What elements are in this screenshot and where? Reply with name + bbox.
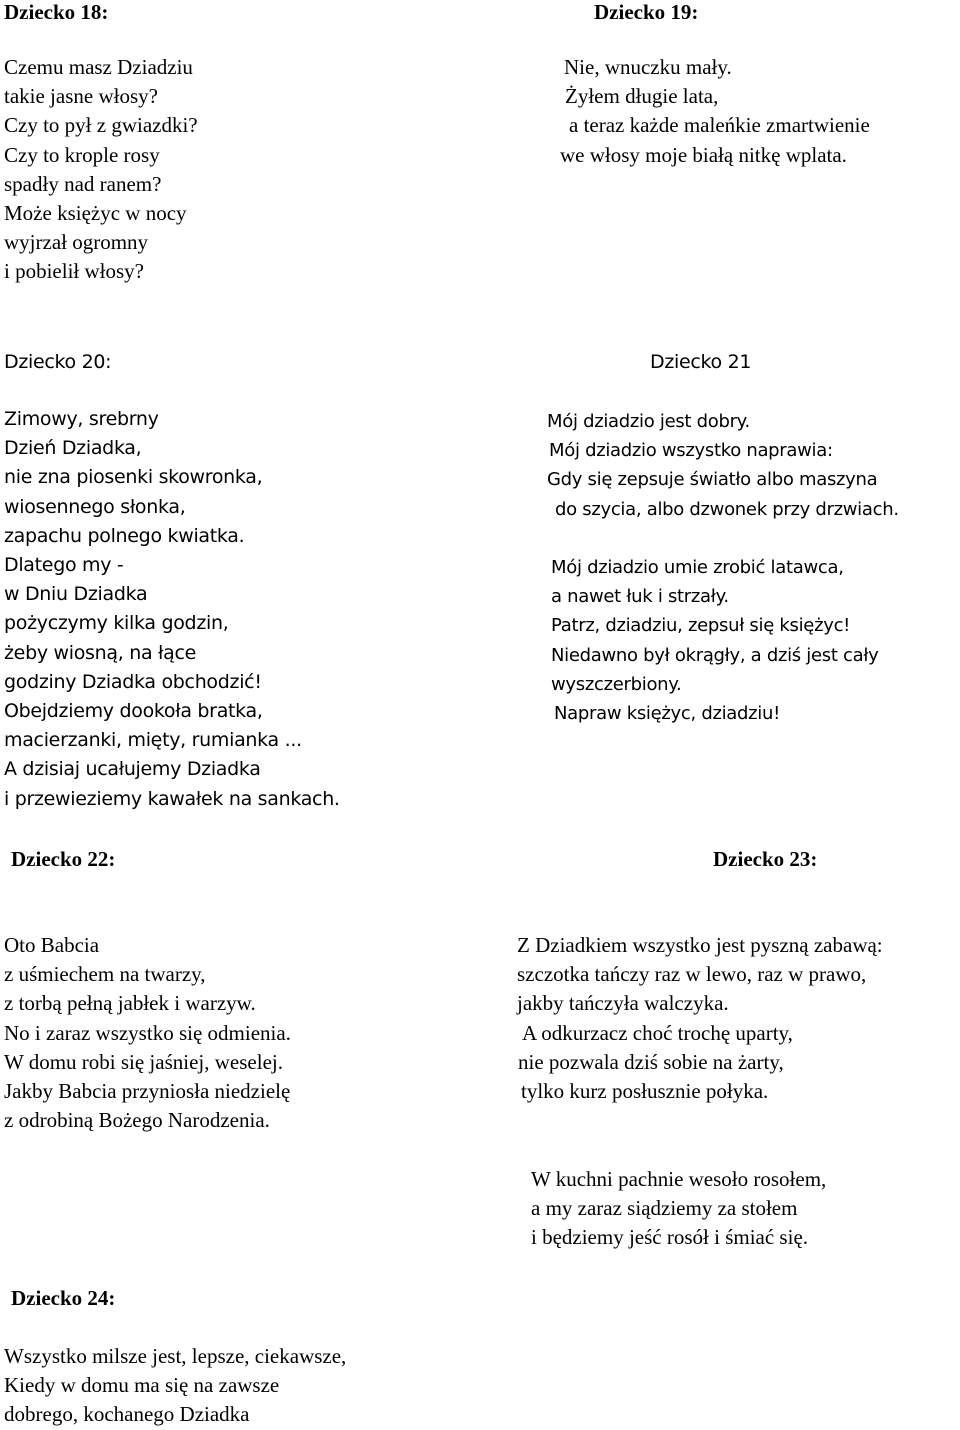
poem-dziecko-23-stanza-2	[531, 1165, 826, 1253]
poem-line: z uśmiechem na twarzy,	[4, 962, 206, 987]
poem-line: wyjrzał ogromny	[4, 230, 149, 255]
poem-line: Nie, wnuczku mały.	[564, 55, 732, 79]
poem-line: macierzanki, mięty, rumianka ...	[4, 729, 302, 752]
poem-line: pożyczymy kilka godzin,	[4, 612, 229, 635]
heading-dziecko-24: Dziecko 24:	[11, 1286, 116, 1310]
poem-line: godziny Dziadka obchodzić!	[4, 670, 262, 693]
poem-dziecko-24	[4, 1342, 346, 1430]
poem-dziecko-19	[560, 53, 870, 170]
poem-dziecko-21-stanza-2	[551, 553, 879, 728]
heading-dziecko-22: Dziecko 22:	[11, 847, 116, 871]
poem-line: i przewieziemy kawałek na sankach.	[4, 787, 340, 810]
poem-line: A dzisiaj ucałujemy Dziadka	[4, 758, 261, 781]
poem-line: Może księżyc w nocy	[4, 201, 187, 226]
heading-dziecko-23: Dziecko 23:	[713, 847, 818, 871]
poem-line: W kuchni pachnie wesoło rosołem,	[531, 1167, 827, 1191]
poem-line: Wszystko milsze jest, lepsze, ciekawsze,	[4, 1344, 347, 1368]
poem-line: Dzień Dziadka,	[4, 437, 142, 460]
poem-line: No i zaraz wszystko się odmienia.	[4, 1020, 291, 1045]
poem-line: do szycia, albo dzwonek przy drzwiach.	[555, 498, 899, 520]
poem-line: wyszczerbiony.	[551, 673, 682, 695]
poem-line: a my zaraz siądziemy za stołem	[531, 1196, 798, 1221]
heading-dziecko-18: Dziecko 18:	[4, 0, 109, 24]
poem-line: Jakby Babcia przyniosła niedzielę	[4, 1079, 291, 1104]
poem-line: Mój dziadzio wszystko naprawia:	[549, 440, 833, 462]
poem-line: Oto Babcia	[4, 933, 100, 957]
poem-dziecko-23-stanza-1	[517, 931, 883, 1106]
poem-line: Czemu masz Dziadziu	[4, 55, 193, 79]
poem-line: Z Dziadkiem wszystko jest pyszną zabawą:	[517, 933, 883, 957]
poem-line: tylko kurz posłusznie połyka.	[521, 1079, 769, 1104]
poem-dziecko-21-stanza-1	[547, 407, 899, 524]
heading-dziecko-19: Dziecko 19:	[594, 0, 699, 24]
poem-dziecko-20	[4, 405, 340, 814]
poem-line: jakby tańczyła walczyka.	[517, 991, 729, 1016]
poem-line: Mój dziadzio jest dobry.	[547, 411, 750, 432]
poem-line: Patrz, dziadziu, zepsuł się księżyc!	[551, 615, 851, 637]
poem-dziecko-22	[4, 931, 291, 1135]
poem-line: nie pozwala dziś sobie na żarty,	[518, 1049, 784, 1074]
poem-line: spadły nad ranem?	[4, 171, 162, 196]
poem-line: Zimowy, srebrny	[4, 408, 159, 430]
poem-line: Napraw księżyc, dziadziu!	[554, 703, 781, 725]
poem-line: dobrego, kochanego Dziadka	[4, 1402, 250, 1427]
poem-dziecko-18	[4, 53, 198, 287]
poem-line: z torbą pełną jabłek i warzyw.	[4, 991, 256, 1016]
poem-line: Czy to pył z gwiazdki?	[4, 113, 198, 138]
poem-line: Kiedy w domu ma się na zawsze	[4, 1373, 280, 1398]
poem-line: Obejdziemy dookoła bratka,	[4, 700, 263, 723]
poem-line: żeby wiosną, na łące	[4, 641, 197, 664]
poem-line: zapachu polnego kwiatka.	[4, 524, 245, 547]
poem-line: W domu robi się jaśniej, weselej.	[4, 1049, 283, 1074]
poem-line: w Dniu Dziadka	[4, 583, 148, 606]
poem-line: i będziemy jeść rosół i śmiać się.	[531, 1225, 809, 1250]
poem-line: a teraz każde maleńkie zmartwienie	[569, 113, 870, 138]
poem-line: a nawet łuk i strzały.	[551, 586, 729, 608]
poem-line: Czy to krople rosy	[4, 142, 160, 167]
poem-line: wiosennego słonka,	[4, 495, 186, 518]
poem-line: Niedawno był okrągły, a dziś jest cały	[551, 644, 879, 666]
poem-line: Dlatego my -	[4, 554, 124, 577]
poem-line: i pobielił włosy?	[4, 259, 144, 284]
heading-dziecko-21: Dziecko 21	[650, 351, 752, 373]
poem-line: we włosy moje białą nitkę wplata.	[560, 142, 847, 167]
poem-line: Gdy się zepsuje światło albo maszyna	[547, 469, 878, 491]
poem-line: A odkurzacz choć trochę uparty,	[522, 1020, 793, 1045]
heading-dziecko-20: Dziecko 20:	[4, 351, 112, 373]
poem-line: z odrobiną Bożego Narodzenia.	[4, 1108, 270, 1133]
poem-line: szczotka tańczy raz w lewo, raz w prawo,	[517, 962, 867, 987]
poem-line: nie zna piosenki skowronka,	[4, 466, 263, 489]
poem-line: takie jasne włosy?	[4, 84, 158, 109]
poem-line: Żyłem długie lata,	[565, 84, 719, 109]
poem-line: Mój dziadzio umie zrobić latawca,	[551, 557, 844, 578]
